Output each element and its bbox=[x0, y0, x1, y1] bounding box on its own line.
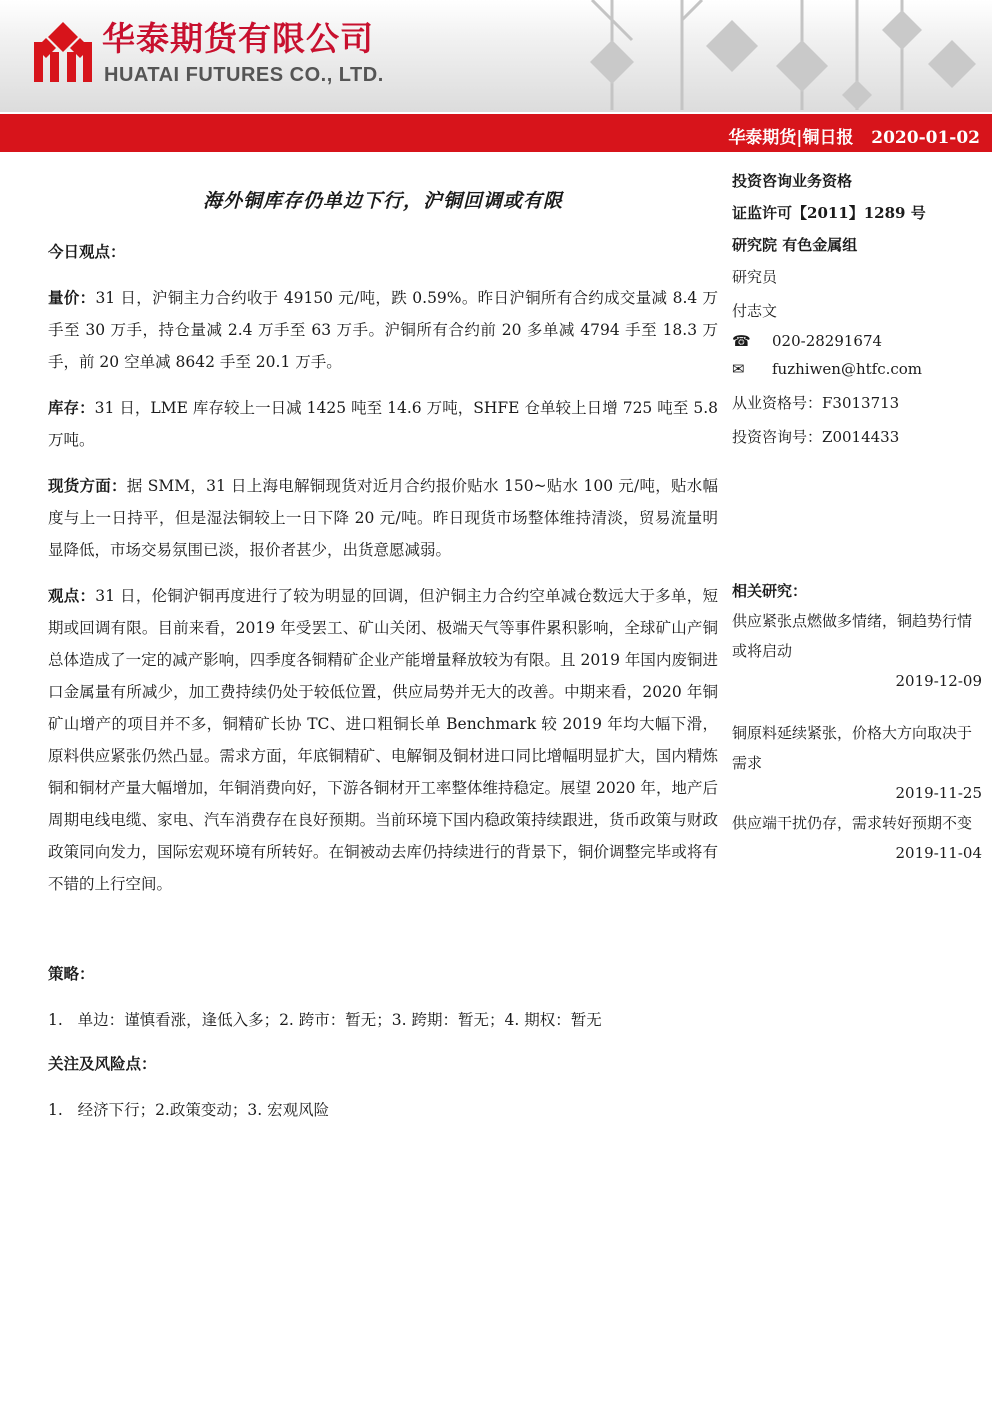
inventory-paragraph bbox=[48, 392, 718, 456]
phone-icon: ☎ bbox=[732, 332, 751, 350]
spot-text: 据 SMM，31 日上海电解铜现货对近月合约报价贴水 150~贴水 100 元/吨，贴水幅度与上一日持平，但是湿法铜较上一日下降 20 元/吨。昨日现货市场整体维持清淡，贸易流量明显降低，市场交易氛围已淡，报价者甚少，出货意愿减弱。 bbox=[48, 477, 718, 559]
related-date: 2019-11-25 bbox=[895, 784, 982, 802]
strategy-text: 1. 单边：谨慎看涨，逢低入多；2. 跨市：暂无；3. 跨期：暂无；4. 期权：暂无 bbox=[48, 1011, 602, 1029]
view-text: 31 日，伦铜沪铜再度进行了较为明显的回调，但沪铜主力合约空单减仓数远大于多单，短期或回调有限。目前来看，2019 年受罢工、矿山关闭、极端天气等事件累积影响，全球矿山产铜总体造成了一定的减产影响，四季度各铜精矿企业产能增量释放较为有限。且 2019 年国内废铜进口金属量有所减少，加工费持续仍处于较低位置，供应局势并无大的改善。中期来看，2020 年铜矿山增产的项目并不多，铜精矿长协 TC、进口粗铜长单 Benchmark 较 2019 年均大幅下滑，原料供应紧张仍然凸显。需求方面，年底铜精矿、电解铜及铜材进口同比增幅明显扩大，国内精炼铜和铜材产量大幅增加，年铜消费向好，下游各铜材开工率整体维持稳定。展望 2020 年，地产后周期电线电缆、家电、汽车消费存在良好预期。当前环境下国内稳政策持续跟进，货币政策与财政政策同向发力，国际宏观环境有所转好。在铜被动去库仍持续进行的背景下，铜价调整完毕或将有不错的上行空间。 bbox=[48, 587, 718, 893]
report-title: 海外铜库存仍单边下行，沪铜回调或有限 bbox=[202, 190, 563, 212]
risk-text: 1. 经济下行；2.政策变动；3. 宏观风险 bbox=[48, 1101, 330, 1119]
company-name-cn: 华泰期货有限公司 bbox=[102, 19, 374, 58]
related-date: 2019-12-09 bbox=[895, 672, 982, 690]
license-number: 证监许可【2011】1289 号 bbox=[732, 204, 926, 222]
volume-label: 量价： bbox=[48, 288, 96, 307]
cert-line bbox=[732, 392, 899, 413]
phone-line bbox=[732, 332, 882, 350]
spot-paragraph bbox=[48, 470, 718, 566]
volume-paragraph bbox=[48, 282, 718, 378]
today-heading: 今日观点： bbox=[48, 242, 126, 261]
strategy-heading: 策略： bbox=[48, 964, 95, 983]
email-address[interactable]: fuzhiwen@htfc.com bbox=[772, 360, 923, 378]
report-type-bar bbox=[0, 114, 992, 152]
company-logo bbox=[34, 22, 92, 86]
header-band bbox=[0, 0, 992, 112]
header-decoration bbox=[572, 0, 992, 112]
risk-heading: 关注及风险点： bbox=[48, 1054, 157, 1073]
related-heading: 相关研究： bbox=[732, 582, 808, 600]
qualification: 投资咨询业务资格 bbox=[732, 172, 853, 190]
spot-label: 现货方面： bbox=[48, 476, 127, 495]
related-date: 2019-11-04 bbox=[895, 844, 982, 862]
department: 研究院 有色金属组 bbox=[732, 236, 858, 254]
analyst-name: 付志文 bbox=[732, 302, 778, 320]
view-label: 观点： bbox=[48, 586, 96, 605]
company-name-en: HUATAI FUTURES CO., LTD. bbox=[104, 64, 384, 86]
email-line bbox=[732, 360, 922, 378]
related-title: 铜原料延续紧张，价格大方向取决于需求 bbox=[732, 724, 973, 772]
consult-line bbox=[732, 426, 899, 447]
consult-label: 投资咨询号： bbox=[732, 428, 823, 446]
related-research bbox=[732, 576, 982, 868]
mail-icon: ✉ bbox=[732, 360, 745, 378]
related-title: 供应紧张点燃做多情绪，铜趋势行情或将启动 bbox=[732, 612, 973, 660]
analyst-role: 研究员 bbox=[732, 268, 778, 286]
volume-text: 31 日，沪铜主力合约收于 49150 元/吨，跌 0.59%。昨日沪铜所有合约成交量减 8.4 万手至 30 万手，持仓量减 2.4 万手至 63 万手。沪铜所有合约前 20 多单减 4794 手至 18.3 万手，前 20 空单减 8642 手至 20.1 万手。 bbox=[48, 289, 718, 371]
report-type-date: 华泰期货|铜日报 2020-01-02 bbox=[728, 128, 980, 148]
cert-label: 从业资格号： bbox=[732, 394, 823, 412]
related-title: 供应端干扰仍存，需求转好预期不变 bbox=[732, 814, 973, 832]
inventory-label: 库存： bbox=[48, 398, 95, 417]
phone-number: 020-28291674 bbox=[772, 332, 883, 350]
related-item[interactable] bbox=[732, 808, 982, 868]
consult-value: Z0014433 bbox=[822, 428, 900, 446]
main-content bbox=[48, 236, 718, 1126]
related-item[interactable] bbox=[732, 606, 982, 696]
cert-value: F3013713 bbox=[822, 394, 900, 412]
inventory-text: 31 日，LME 库存较上一日减 1425 吨至 14.6 万吨，SHFE 仓单较上日增 725 吨至 5.8 万吨。 bbox=[48, 399, 718, 449]
view-paragraph bbox=[48, 580, 718, 900]
related-item[interactable] bbox=[732, 718, 982, 808]
